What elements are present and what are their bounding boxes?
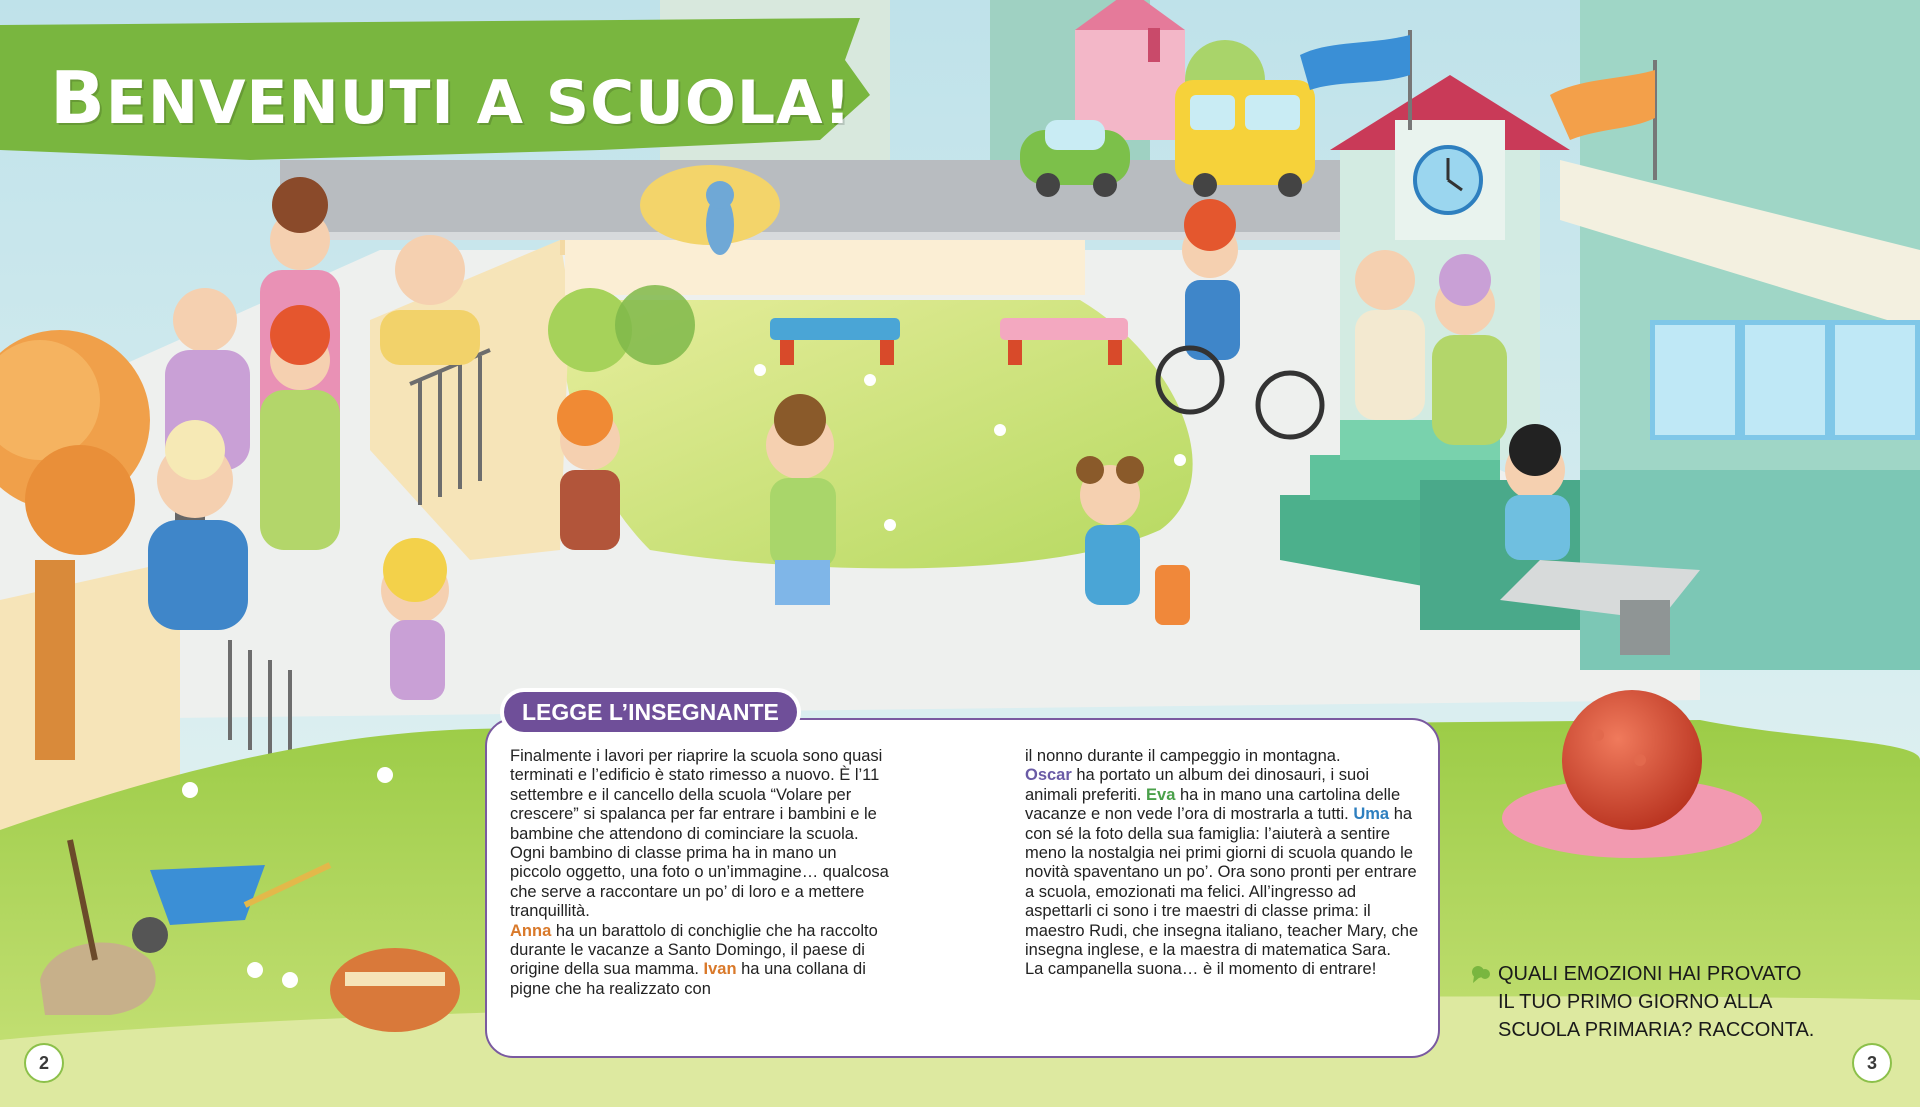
cushion bbox=[330, 948, 460, 1032]
reading-box-header: LEGGE L’INSEGNANTE bbox=[504, 692, 797, 732]
teacher-rudi bbox=[1355, 250, 1425, 420]
boy-oscar bbox=[766, 394, 836, 605]
reading-paragraph bbox=[1025, 766, 1425, 960]
discussion-question bbox=[1470, 960, 1850, 1044]
reading-column-1 bbox=[510, 747, 890, 999]
yellow-bus bbox=[1175, 80, 1315, 197]
reading-column-2 bbox=[1025, 747, 1425, 980]
title-word-benvenuti: ENVENUTI A bbox=[105, 68, 546, 138]
name-ivan: Ivan bbox=[703, 960, 737, 979]
reading-text: ha portato un album dei dinosauri, i suoi animali preferiti. bbox=[1025, 766, 1369, 804]
name-uma: Uma bbox=[1353, 805, 1390, 824]
reading-text: ha un barattolo di conchiglie che ha raccolto durante le vacanze a Santo Domingo, il paese di origine della sua mamma. bbox=[510, 921, 878, 979]
page-title bbox=[50, 56, 852, 140]
name-eva: Eva bbox=[1146, 785, 1176, 804]
title-word-scuola: SCUOLA! bbox=[545, 68, 852, 138]
name-anna: Anna bbox=[510, 921, 552, 940]
title-banner bbox=[0, 20, 860, 160]
reading-text: ha con sé la foto della sua famiglia: l’aiuterà a sentire meno la nostalgia nei primi giorni di scuola quando le novità spaventano un po’. Ora sono pronti per entrare a scuola, emozionati ma felici. All’ingresso ad aspettarli ci sono i tre maestri di classe prima: il maestro Rudi, che insegna italiano, teacher Mary, che insegna inglese, e la maestra di matematica Sara. bbox=[1025, 805, 1419, 960]
reading-text: ha una collana di pigne che ha realizzato con bbox=[510, 960, 866, 998]
page-number-right: 3 bbox=[1852, 1043, 1892, 1083]
reading-paragraph bbox=[510, 922, 890, 1000]
name-oscar: Oscar bbox=[1025, 766, 1072, 785]
reading-paragraph: Finalmente i lavori per riaprire la scuola sono quasi terminati e l’edificio è stato rimesso a nuovo. È l’11 settembre e il cancello della scuola “Volare per crescere” si spalanca per far entrare i bambini e le bambine che attendono di cominciare la scuola. bbox=[510, 747, 883, 843]
reading-text: ha in mano una cartolina delle vacanze e non vede l’ora di mostrarla a tutti. bbox=[1025, 785, 1401, 824]
title-first-letter: B bbox=[50, 56, 106, 140]
question-text bbox=[1470, 960, 1850, 1044]
page-number-left: 2 bbox=[24, 1043, 64, 1083]
question-line: SCUOLA PRIMARIA? RACCONTA. bbox=[1498, 1019, 1815, 1041]
question-line: QUALI EMOZIONI HAI PROVATO bbox=[1498, 963, 1802, 985]
reading-paragraph: Ogni bambino di classe prima ha in mano un piccolo oggetto, una foto o un’immagine… qualcosa che serve a raccontare un po’ di loro e a mettere tranquillità. bbox=[510, 844, 889, 921]
mother-red-hair bbox=[260, 305, 340, 550]
cat bbox=[706, 181, 734, 255]
reading-paragraph: La campanella suona… è il momento di entrare! bbox=[1025, 960, 1377, 979]
reading-paragraph: il nonno durante il campeggio in montagna. bbox=[1025, 747, 1341, 765]
question-line: IL TUO PRIMO GIORNO ALLA bbox=[1498, 991, 1773, 1013]
